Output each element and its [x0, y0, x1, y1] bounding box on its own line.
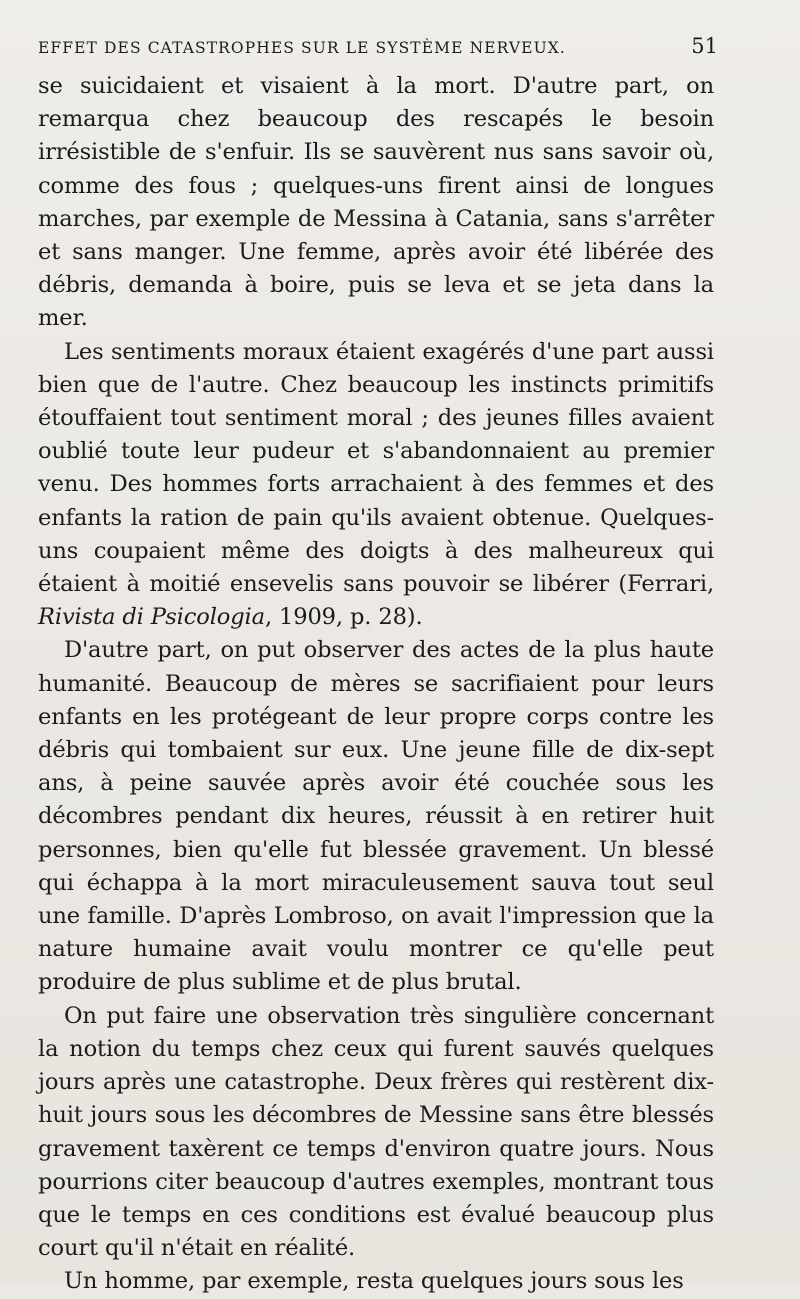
citation-reference: , 1909, p. 28).	[264, 604, 423, 631]
paragraph-4: On put faire une observation très singulière concernant la notion du temps chez ceux qui furent sauvés quelques jours après une catastrophe. Deux frères qui restèrent dix-huit jours sous les décombres de Messine sans être blessés gravement taxèrent ce temps d'environ quatre jours. Nous pourrions citer beaucoup d'autres exemples, montrant tous que le temps en ces conditions est évalué beaucoup plus court qu'il n'était en réalité.	[38, 1002, 714, 1262]
running-title: EFFET DES CATASTROPHES SUR LE SYSTÈME NERVEUX.	[38, 39, 566, 57]
paragraph-1: se suicidaient et visaient à la mort. D'autre part, on remarqua chez beaucoup des rescapés le besoin irrésistible de s'enfuir. Ils se sauvèrent nus sans savoir où, comme des fous ; quelques-uns firent ainsi de longues marches, par exemple de Messina à Catania, sans s'arrêter et sans manger. Une femme, après avoir été libérée des débris, demanda à boire, puis se leva et se jeta dans la mer.	[38, 73, 714, 332]
body-text	[38, 70, 714, 1299]
citation-title: Rivista di Psicologia	[38, 604, 265, 631]
paragraph-2-text: Les sentiments moraux étaient exagérés d'une part aussi bien que de l'autre. Chez beaucoup les instincts primitifs étouffaient tout sentiment moral ; des jeunes filles avaient oublié toute leur pudeur et s'abandonnaient au premier venu. Des hommes forts arrachaient à des femmes et des enfants la ration de pain qu'ils avaient obtenue. Quelques-uns coupaient même des doigts à des malheureux qui étaient à moitié ensevelis sans pouvoir se libérer (Ferrari,	[38, 338, 714, 598]
paragraph-2	[38, 336, 714, 635]
page-header	[38, 34, 718, 70]
paragraph-5: Un homme, par exemple, resta quelques jours sous les	[64, 1268, 684, 1295]
paragraph-3: D'autre part, on put observer des actes de la plus haute humanité. Beaucoup de mères se sacrifiaient pour leurs enfants en les protégeant de leur propre corps contre les débris qui tombaient sur eux. Une jeune fille de dix-sept ans, à peine sauvée après avoir été couchée sous les décombres pendant dix heures, réussit à en retirer huit personnes, bien qu'elle fut blessée gravement. Un blessé qui échappa à la mort miraculeusement sauva tout seul une famille. D'après Lombroso, on avait l'impression que la nature humaine avait voulu montrer ce qu'elle peut produire de plus sublime et de plus brutal.	[38, 637, 714, 996]
page-number: 51	[691, 34, 718, 58]
